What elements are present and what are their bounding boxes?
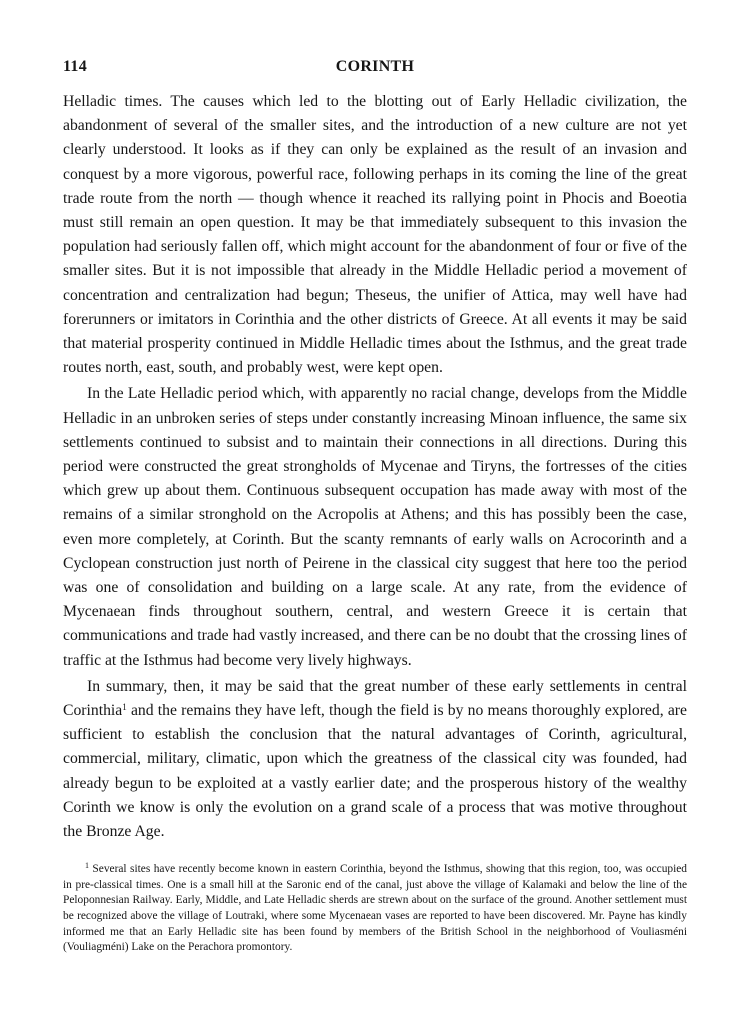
footnotes — [63, 862, 687, 956]
footnote-marker: 1 — [85, 861, 89, 871]
paragraph-3-text-before: In summary, then, it may be said that the great number of these early settlements in central Corinthia — [63, 677, 687, 720]
paragraph-1: Helladic times. The causes which led to the blotting out of Early Helladic civilization, the abandonment of several of the smaller sites, and the introduction of a new culture are not yet clearly understood. It looks as if they can only be explained as the result of an invasion and conquest by a more vigorous, powerful race, following perhaps in its coming the line of the great trade route from the north — though whence it reached its rallying point in Phocis and Boeotia must still remain an open question. It may be that immediately subsequent to this invasion the population had seriously fallen off, which might account for the abandonment of four or five of the smaller sites. But it is not impossible that already in the Middle Helladic period a movement of concentration and centralization had begun; Theseus, the unifier of Attica, may well have had forerunners or imitators in Corinthia and the other districts of Greece. At all events it may be said that material prosperity continued in Middle Helladic times about the Isthmus, and the great trade routes north, east, south, and probably west, were kept open. — [63, 93, 687, 377]
book-page — [63, 58, 687, 956]
running-title: CORINTH — [335, 58, 415, 75]
page-number: 114 — [63, 58, 88, 75]
paragraph-3 — [63, 675, 687, 844]
footnote-text: Several sites have recently become known in eastern Corinthia, beyond the Isthmus, showing that this region, too, was occupied in pre-classical times. One is a small hill at the Saronic end of the canal, just above the village of Kalamaki and below the line of the Peloponnesian Railway. Early, Middle, and Late Helladic sherds are strewn about on the surface of the ground. Another settlement must be recognized above the village of Loutraki, where some Mycenaean vases are reported to have been discovered. Mr. Payne has kindly informed me that an Early Helladic site has been found by members of the British School in the neighborhood of Vouliasméni (Vouliagméni) Lake on the Perachora promontory. — [63, 863, 687, 954]
body-text — [63, 90, 687, 844]
running-head — [63, 58, 687, 82]
paragraph-2: In the Late Helladic period which, with apparently no racial change, develops from the Middle Helladic in an unbroken series of steps under constantly increasing Minoan influence, the same six settlements continued to subsist and to maintain their connections in all directions. During this period were constructed the great strongholds of Mycenae and Tiryns, the fortresses of the cities which grew up about them. Continuous subsequent occupation has made away with most of the remains of a similar stronghold on the Acropolis at Athens; and this has possibly been the case, even more completely, at Corinth. But the scanty remnants of early walls on Acrocorinth and a Cyclopean construction just north of Peirene in the classical city suggest that here too the period was one of consolidation and building on a large scale. At any rate, from the evidence of Mycenaean finds throughout southern, central, and western Greece it is certain that communications and trade had vastly increased, and there can be no doubt that the crossing lines of traffic at the Isthmus had become very lively highways. — [63, 385, 687, 669]
footnote-reference[interactable]: 1 — [122, 702, 127, 713]
paragraph-3-text-after: and the remains they have left, though the field is by no means thoroughly explored, are sufficient to establish the conclusion that the natural advantages of Corinth, agricultural, commercial, military, climatic, upon which the greatness of the classical city was founded, had already begun to be exploited at a vastly earlier date; and the prosperous history of the wealthy Corinth we know is only the evolution on a grand scale of a process that was motive throughout the Bronze Age. — [63, 702, 687, 841]
footnote-1 — [63, 862, 687, 956]
